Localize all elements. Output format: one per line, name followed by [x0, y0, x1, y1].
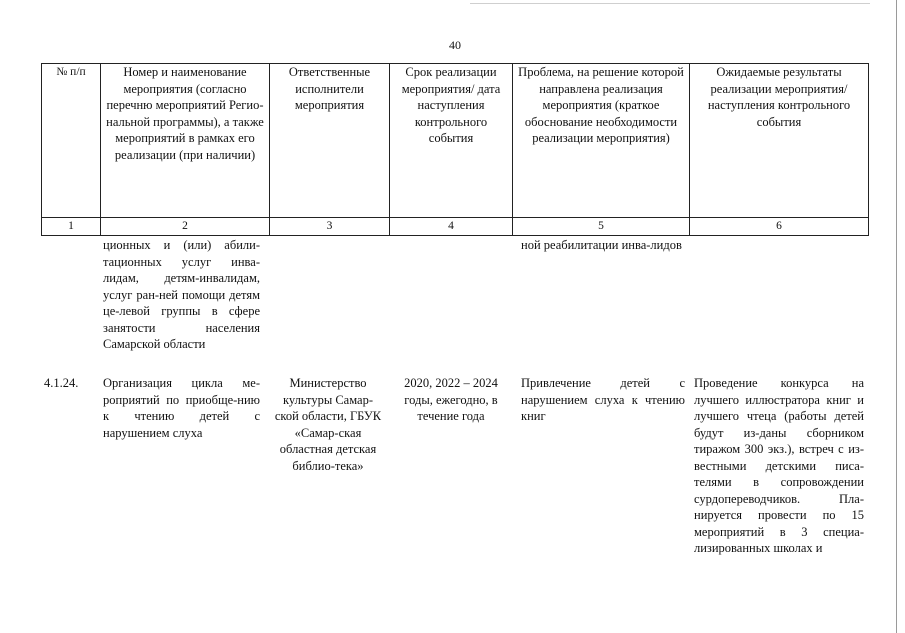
- column-number-6: 6: [689, 217, 869, 236]
- row-result-text: Проведение конкурса на лучшего иллюстратора книг и лучшего чтеца (работы детей будут из-даны сборником тиражом 300 экз.), встреч с из-вестными детскими писа-телями в сопровождении сурдопереводчиков. Пла-нируется провести по 15 мероприятий в 3 специа-лизированных школах и: [694, 376, 864, 555]
- column-number-2: 2: [100, 217, 270, 236]
- row-problem: [521, 375, 685, 425]
- continuation-col2: [103, 237, 260, 353]
- header-col-result-text: Ожидаемые результаты реализации мероприятия/ наступления контрольного события: [707, 65, 851, 129]
- row-result: [694, 375, 864, 557]
- column-number-1: 1: [41, 217, 101, 236]
- header-col-name-text: Номер и наименование мероприятия (согласно перечню мероприятий Регио-нальной программы), а также мероприятий в рамках его реализации (при наличии): [106, 65, 264, 162]
- continuation-col5: [521, 237, 685, 254]
- header-col-period-text: Срок реализации мероприятия/ дата наступления контрольного события: [401, 65, 501, 145]
- header-col-problem: [512, 63, 690, 218]
- row-period-text: 2020, 2022 – 2024 годы, ежегодно, в течение года: [404, 376, 498, 423]
- header-col-executors: [269, 63, 390, 218]
- header-col-name: [100, 63, 270, 218]
- header-col-number: [41, 63, 101, 218]
- scan-edge-top: [470, 3, 870, 4]
- header-col-problem-text: Проблема, на решение которой направлена реализация мероприятия (краткое обоснование необходимости реализации мероприятия): [518, 65, 684, 145]
- row-problem-text: Привлечение детей с нарушением слуха к чтению книг: [521, 376, 685, 423]
- row-number: 4.1.24.: [44, 376, 79, 390]
- header-col-number-text: № п/п: [56, 66, 86, 78]
- row-executors-text: Министерство культуры Самар-ской области, ГБУК «Самар-ская областная детская библио-тека»: [274, 376, 382, 473]
- row-period: [396, 375, 506, 425]
- row-name-text: Организация цикла ме-роприятий по приобще-нию к чтению детей с нарушением слуха: [103, 376, 260, 440]
- column-number-4: 4: [389, 217, 513, 236]
- continuation-col2-text: ционных и (или) абили-тационных услуг инва-лидам, детям-инвалидам, услуг ран-ней помощи детям це-левой группы в сфере занятости населения Самарской области: [103, 238, 260, 351]
- continuation-col5-text: ной реабилитации инва-лидов: [521, 238, 682, 252]
- column-number-3: 3: [269, 217, 390, 236]
- row-executors: [272, 375, 384, 474]
- column-number-5: 5: [512, 217, 690, 236]
- header-col-period: [389, 63, 513, 218]
- row-name: [103, 375, 260, 441]
- page-number: 40: [449, 38, 461, 52]
- scan-edge-right: [896, 0, 897, 633]
- header-col-executors-text: Ответственные исполнители мероприятия: [288, 65, 371, 112]
- header-col-result: [689, 63, 869, 218]
